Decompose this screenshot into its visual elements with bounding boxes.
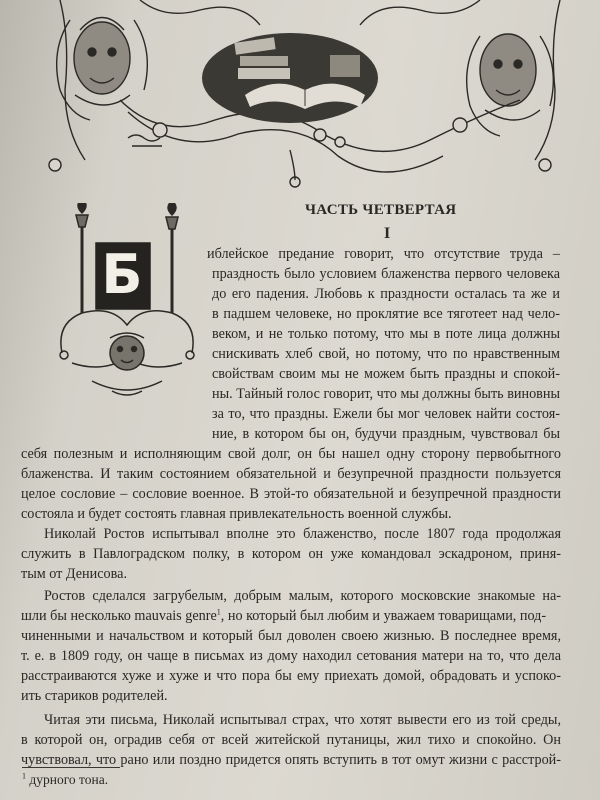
text-line: ны. Тайный голос говорит, что мы должны быть виновны <box>212 386 560 402</box>
text-fragment: , но который был любим и уважаем товарищами, под- <box>220 608 547 624</box>
right-mask-icon <box>467 34 554 136</box>
footnote <box>22 772 108 788</box>
text-fragment: шли бы несколько mauvais genre <box>21 608 217 624</box>
part-title: ЧАСТЬ ЧЕТВЕРТАЯ <box>305 202 457 218</box>
text-line: за то, что праздны. Ежели бы мог человек найти состоя- <box>212 406 560 422</box>
text-line: иблейское предание говорит, что отсутствие труда – <box>207 246 560 262</box>
text-line: в падшем человеке, но проклятие все тяготеет над чело- <box>212 306 560 322</box>
left-mask-icon <box>57 18 148 121</box>
text-line: блаженства. И таким состоянием обязательной и безупречной праздности пользуется <box>21 466 561 482</box>
text-line: т. е. в 1809 году, он чаще в письмах из дому находил сетования матери на то, что дела <box>21 648 561 664</box>
drop-cap-letter: Б <box>101 243 143 306</box>
text-line: в которой он, оградив себя от всей житейской путаницы, жил тихо и спокойно. Он <box>21 732 561 748</box>
text-line: снискивать хлеб свой, но потому, что по нравственным <box>212 346 560 362</box>
text-line: до его падения. Любовь к праздности осталась та же и <box>212 286 560 302</box>
text-line: ить стариков родителей. <box>21 688 168 704</box>
text-line <box>21 606 561 626</box>
footnote-ref[interactable]: 1 <box>216 607 221 617</box>
header-engraving <box>40 0 580 195</box>
text-line: ние, в котором бы он, будучи праздным, чувствовал бы <box>212 426 560 442</box>
text-line: состояла и будет состоять главная привлекательность военной службы. <box>21 506 452 522</box>
right-torch-icon <box>166 203 178 313</box>
text-line: Читая эти письма, Николай испытывал страх, что хотят вывести его из той среды, <box>44 712 561 728</box>
books-vignette <box>202 33 378 123</box>
text-line: тым от Денисова. <box>21 566 127 582</box>
lion-mask-icon <box>110 333 144 370</box>
footnote-divider <box>22 767 120 768</box>
left-torch-icon <box>76 203 88 313</box>
text-line: Николай Ростов испытывал вполне это блаженство, после 1807 года продолжая <box>44 526 561 542</box>
text-line: себя полезным и исполняющим свой долг, он бы нашел одну сторону первобытного <box>21 446 561 462</box>
footnote-text: дурного тона. <box>29 772 109 787</box>
text-line: чувствовал, что рано или поздно придется опять вступить в тот омут жизни с расстрой- <box>21 752 561 768</box>
text-line: Ростов сделался загрубелым, добрым малым, которого московские знакомые на- <box>44 588 561 604</box>
text-line: расстраиваются хуже и хуже и что пора бы ему приехать домой, обрадовать и успоко- <box>21 668 561 684</box>
text-line: праздность было условием блаженства первого человека <box>212 266 560 282</box>
text-line: веком, и не только потому, что мы в поте лица должны <box>212 326 560 342</box>
footnote-mark: 1 <box>22 771 26 781</box>
chapter-number: I <box>384 225 391 242</box>
text-line: свойствам своим мы не можем быть праздны и спокой- <box>212 366 560 382</box>
text-line: целое сословие – сословие военное. В этой-то обязательной и безупречной праздности <box>21 486 561 502</box>
text-line: служить в Павлоградском полку, в котором он уже командовал эскадроном, приня- <box>21 546 561 562</box>
text-line: чиненными и начальством и который был доволен своею жизнью. В последнее время, <box>21 628 561 644</box>
